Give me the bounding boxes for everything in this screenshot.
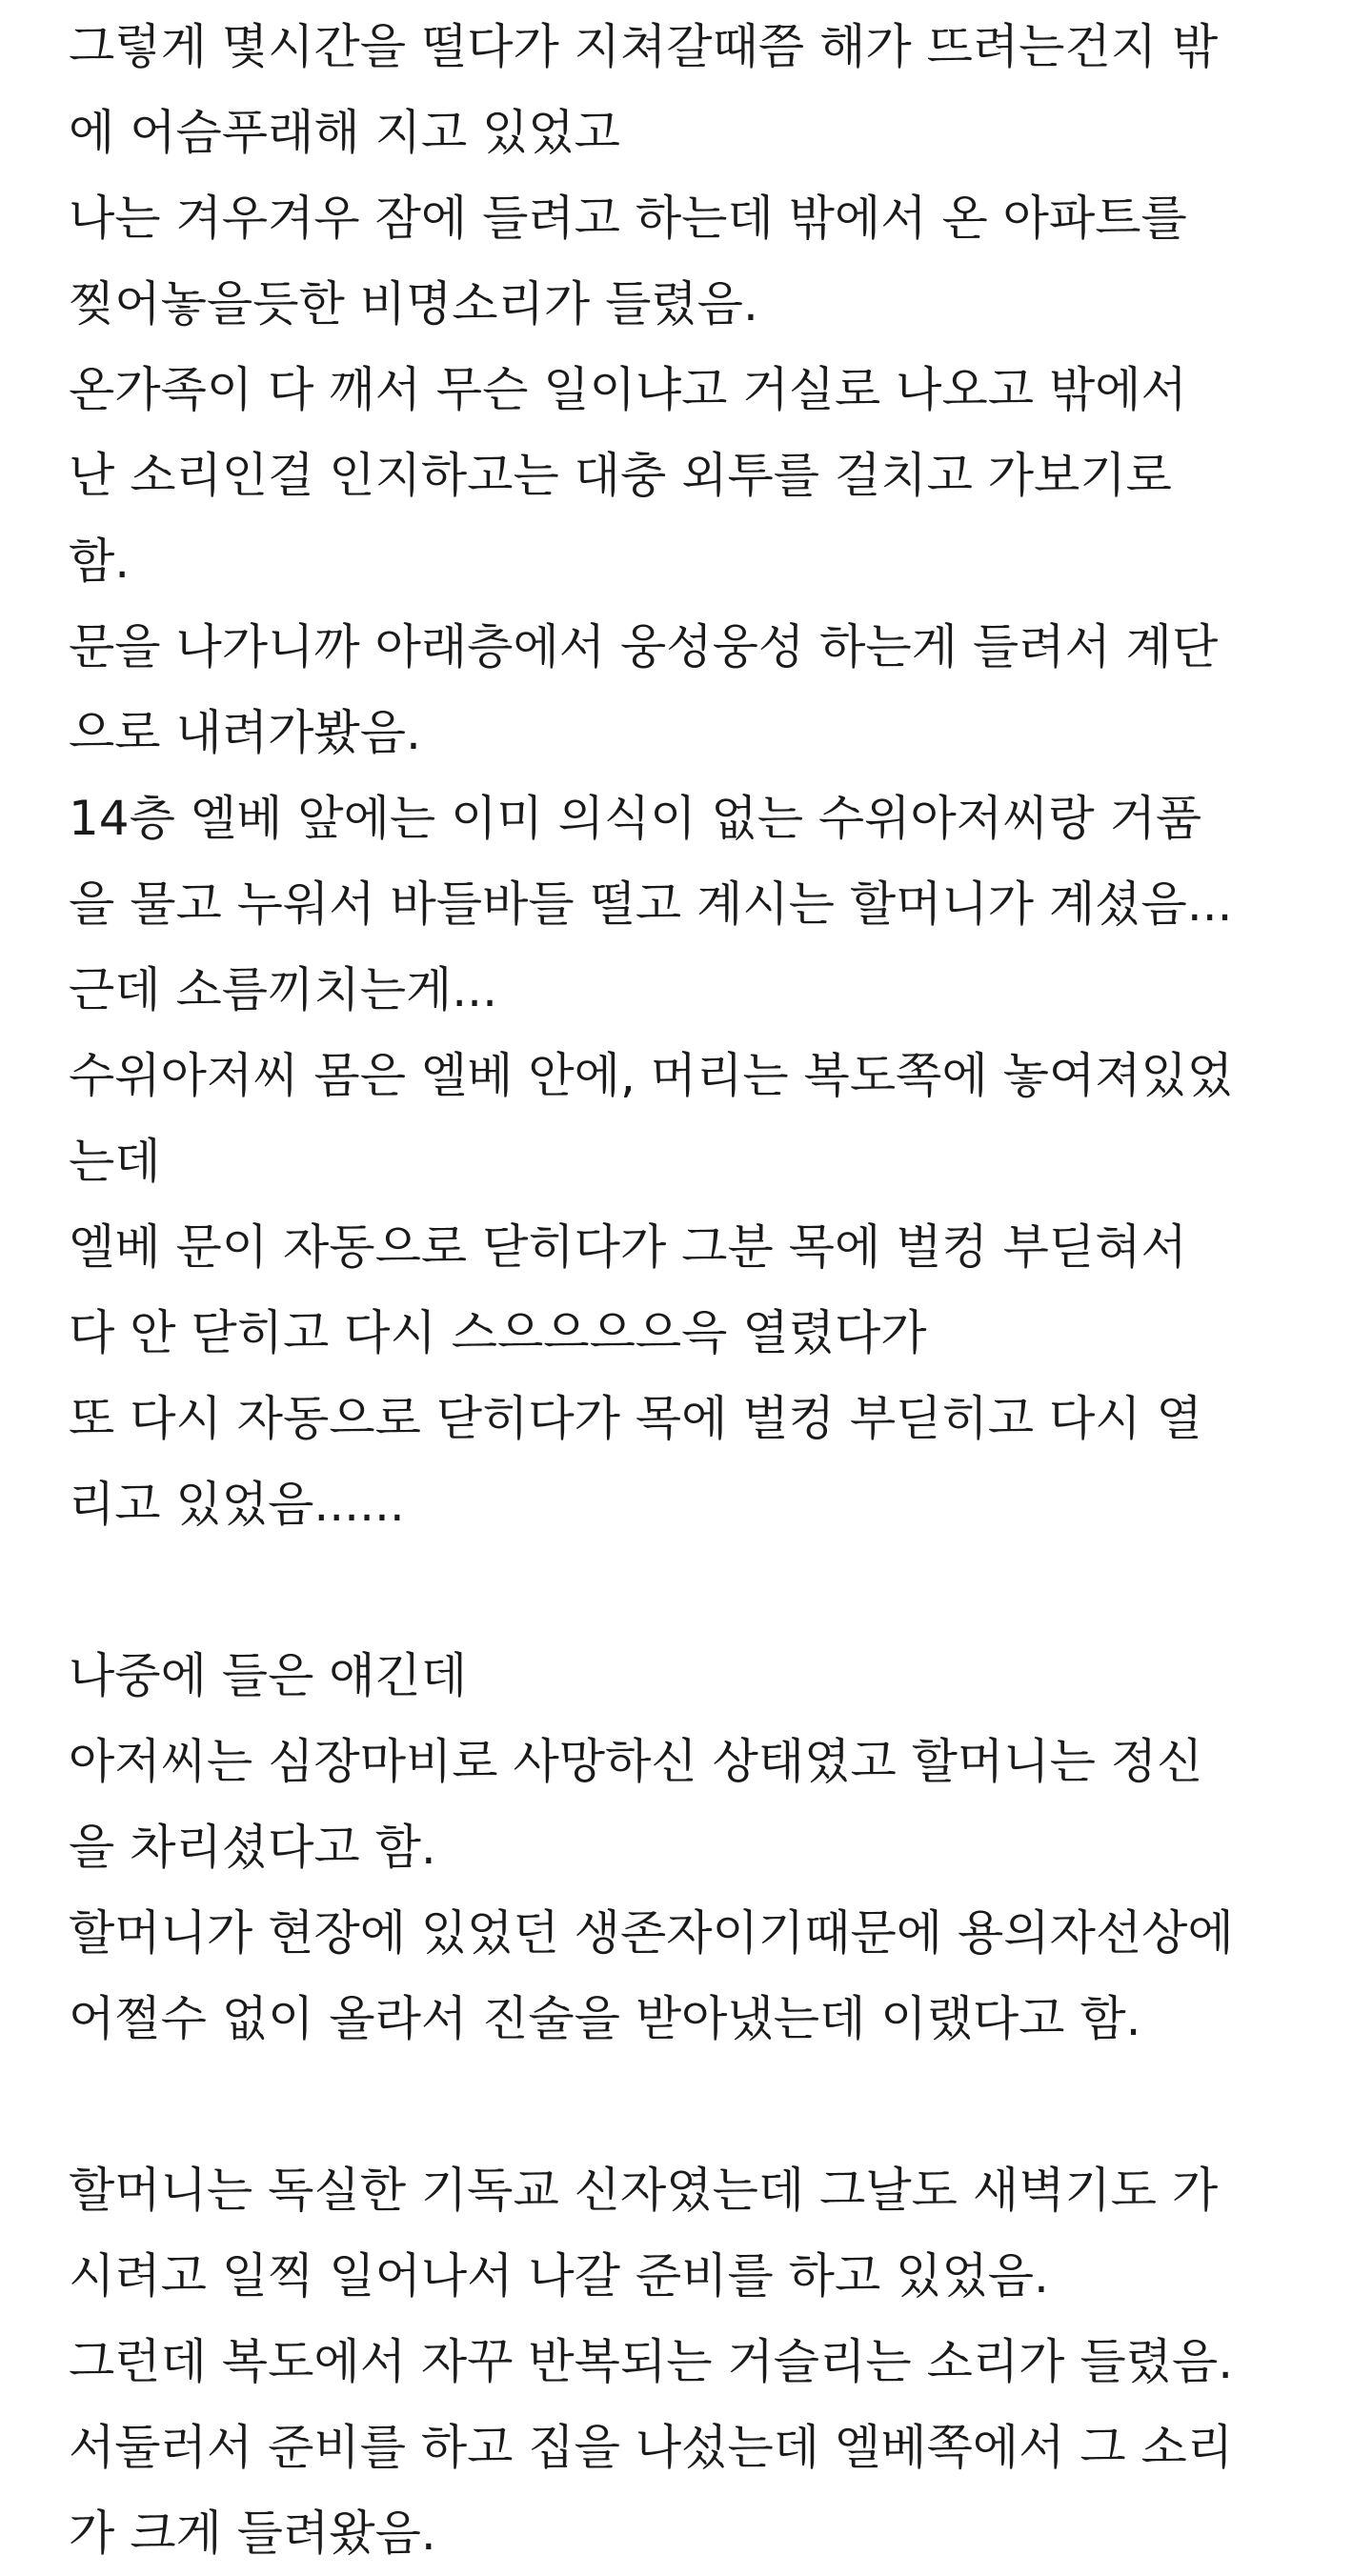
article-body	[69, 4, 1345, 2576]
text-line: 는데	[69, 1134, 161, 1189]
text-line: 을 차리셨다고 함.	[69, 1820, 436, 1875]
paragraph-3	[69, 2147, 1345, 2576]
text-line: 가 크게 들려왔음.	[69, 2506, 436, 2561]
text-line: 문을 나가니까 아래층에서 웅성웅성 하는게 들려서 계단	[69, 619, 1219, 674]
text-line: 14층 엘베 앞에는 이미 의식이 없는 수위아저씨랑 거품	[69, 791, 1202, 846]
text-line: 시려고 일찍 일어나서 나갈 준비를 하고 있었음.	[69, 2248, 1049, 2304]
text-line: 엘베 문이 자동으로 닫히다가 그분 목에 벌컹 부딛혀서	[69, 1219, 1187, 1275]
text-line: 을 물고 누워서 바들바들 떨고 계시는 할머니가 계셨음...	[69, 876, 1233, 932]
text-line: 할머니가 현장에 있었던 생존자이기때문에 용의자선상에	[69, 1905, 1234, 1961]
text-line: 아저씨는 심장마비로 사망하신 상태였고 할머니는 정신	[69, 1734, 1203, 1789]
text-line: 어쩔수 없이 올라서 진술을 받아냈는데 이랬다고 함.	[69, 1991, 1141, 2046]
text-line: 찢어놓을듯한 비명소리가 들렸음.	[69, 276, 758, 332]
paragraph-1	[69, 4, 1345, 1547]
paragraph-2	[69, 1633, 1345, 2062]
text-line: 나는 겨우겨우 잠에 들려고 하는데 밖에서 온 아파트를	[69, 191, 1187, 246]
text-line: 온가족이 다 깨서 무슨 일이냐고 거실로 나오고 밖에서	[69, 362, 1187, 417]
text-line: 할머니는 독실한 기독교 신자였는데 그날도 새벽기도 가	[69, 2163, 1219, 2218]
text-line: 나중에 들은 얘긴데	[69, 1648, 468, 1703]
text-line: 으로 내려가봤음.	[69, 705, 421, 760]
text-line: 리고 있었음......	[69, 1477, 405, 1532]
text-line: 또 다시 자동으로 닫히다가 목에 벌컹 부딛히고 다시 열	[69, 1391, 1202, 1446]
text-line: 그런데 복도에서 자꾸 반복되는 거슬리는 소리가 들렸음.	[69, 2334, 1234, 2389]
text-line: 서둘러서 준비를 하고 집을 나섰는데 엘베쪽에서 그 소리	[69, 2420, 1234, 2475]
text-line: 에 어슴푸래해 지고 있었고	[69, 105, 620, 160]
text-line: 함.	[69, 533, 131, 589]
text-line: 수위아저씨 몸은 엘베 안에, 머리는 복도쪽에 놓여져있었	[69, 1048, 1234, 1103]
paragraph-spacer	[69, 1547, 1345, 1633]
text-line: 난 소리인걸 인지하고는 대충 외투를 걸치고 가보기로	[69, 448, 1172, 503]
paragraph-spacer	[69, 2062, 1345, 2147]
text-line: 그렇게 몇시간을 떨다가 지쳐갈때쯤 해가 뜨려는건지 밖	[69, 19, 1219, 74]
text-line: 다 안 닫히고 다시 스으으으으윽 열렸다가	[69, 1305, 927, 1360]
text-line: 근데 소름끼치는게...	[69, 962, 497, 1017]
